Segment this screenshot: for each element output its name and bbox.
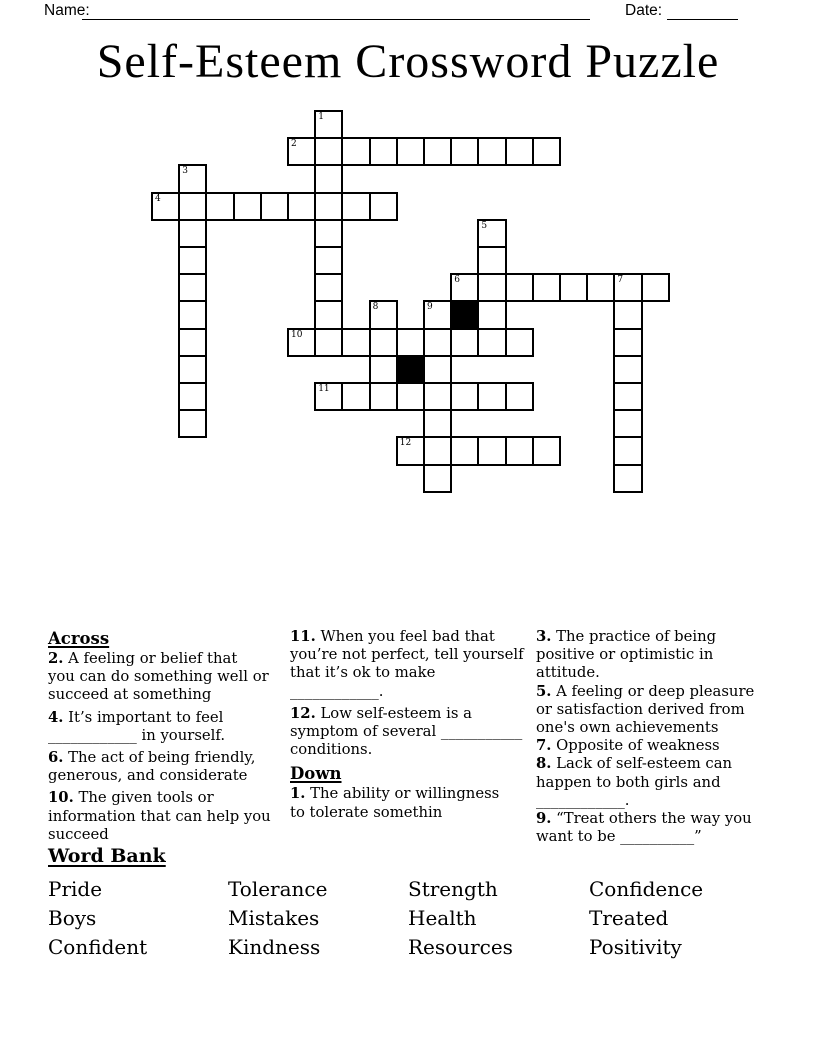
clue-number: 4. — [48, 708, 64, 726]
grid-cell — [396, 137, 425, 166]
grid-cell — [314, 110, 343, 139]
grid-cell — [178, 192, 207, 221]
grid-cell — [314, 382, 343, 411]
clues-column-across — [48, 628, 284, 848]
cell-number: 7 — [617, 275, 624, 286]
clue-line: symptom of several ___________ — [290, 723, 523, 741]
clue-line: succeed at something — [48, 686, 212, 704]
word-bank-word: Treated — [589, 906, 669, 930]
clue-line: 4. It’s important to feel — [48, 708, 224, 726]
cell-number: 2 — [291, 139, 297, 150]
grid-cell — [314, 273, 343, 302]
grid-cell — [505, 273, 534, 302]
grid-cell — [178, 409, 207, 438]
grid-cell — [477, 273, 506, 302]
clue-line: information that can help you — [48, 807, 271, 825]
grid-cell — [641, 273, 670, 302]
grid-cell — [477, 246, 506, 275]
clues-column-down — [536, 628, 774, 846]
grid-cell — [341, 328, 370, 357]
word-bank-word: Resources — [408, 935, 513, 959]
grid-cell — [178, 300, 207, 329]
grid-cell — [396, 328, 425, 357]
grid-cell — [450, 382, 479, 411]
clue-number: 1. — [290, 785, 306, 803]
clue-number: 5. — [536, 682, 552, 700]
clue-line: 10. The given tools or — [48, 789, 214, 807]
cell-number: 11 — [318, 384, 330, 394]
grid-cell — [613, 273, 642, 302]
clue-1 — [290, 785, 520, 821]
grid-cell — [287, 192, 316, 221]
grid-cell — [586, 273, 615, 302]
clue-5 — [536, 683, 774, 738]
clue-number: 7. — [536, 737, 552, 755]
grid-cell — [505, 382, 534, 411]
clue-number: 6. — [48, 749, 64, 767]
grid-cell — [178, 382, 207, 411]
grid-cell — [369, 355, 398, 384]
clue-line: you’re not perfect, tell yourself — [290, 646, 524, 664]
grid-cell — [233, 192, 262, 221]
clue-10 — [48, 789, 284, 844]
clue-number: 2. — [48, 650, 64, 667]
clue-line: positive or optimistic in — [536, 646, 714, 664]
cell-number: 8 — [372, 302, 379, 313]
grid-cell — [178, 273, 207, 302]
grid-cell — [396, 436, 425, 465]
grid-cell — [341, 382, 370, 411]
grid-cell — [178, 164, 207, 193]
clue-12 — [290, 704, 523, 760]
cell-number: 3 — [182, 166, 188, 177]
grid-cell — [450, 137, 479, 166]
date-label: Date: — [625, 2, 663, 19]
clue-line: 5. A feeling or deep pleasure — [536, 682, 755, 700]
clue-3 — [536, 628, 774, 683]
word-bank-word: Mistakes — [228, 906, 320, 930]
grid-cell — [178, 355, 207, 384]
clue-line: conditions. — [290, 741, 373, 759]
cell-number: 12 — [399, 438, 412, 449]
grid-cell — [477, 219, 506, 248]
word-bank-word: Kindness — [228, 935, 321, 959]
grid-cell — [477, 382, 506, 411]
grid-cell — [559, 273, 588, 302]
clue-line: to tolerate somethin — [290, 803, 443, 821]
clue-section-heading-across: Across — [48, 629, 110, 648]
grid-cell — [613, 328, 642, 357]
grid-cell — [423, 137, 452, 166]
grid-cell — [205, 192, 234, 221]
word-bank-word: Pride — [48, 877, 103, 901]
clue-line: 8. Lack of self-esteem can — [536, 755, 733, 773]
clue-number: 3. — [536, 628, 552, 645]
clue-6 — [48, 749, 284, 785]
cell-number: 5 — [481, 220, 488, 231]
grid-cell — [314, 164, 343, 193]
word-bank-word: Tolerance — [228, 877, 328, 901]
clue-7 — [536, 737, 774, 755]
clue-number: 12. — [290, 704, 316, 722]
clue-line: generous, and considerate — [48, 767, 248, 785]
cell-number: 1 — [318, 112, 324, 122]
clue-line: or satisfaction derived from — [536, 700, 745, 718]
clue-number: 10. — [48, 789, 74, 807]
grid-cell — [341, 137, 370, 166]
clue-line: 3. The practice of being — [536, 628, 717, 645]
grid-cell — [151, 192, 180, 221]
clue-line: attitude. — [536, 664, 600, 682]
clue-line: ____________ in yourself. — [48, 726, 226, 744]
clue-4 — [48, 709, 284, 745]
grid-cell — [369, 382, 398, 411]
clue-number: 11. — [290, 628, 316, 645]
grid-cell — [613, 355, 642, 384]
grid-cell — [369, 328, 398, 357]
clue-line: that it’s ok to make — [290, 664, 436, 682]
grid-cell — [423, 355, 452, 384]
clue-line: 6. The act of being friendly, — [48, 749, 256, 767]
date-blank-line — [667, 3, 738, 20]
clue-line: ____________. — [290, 682, 384, 700]
grid-cell — [287, 137, 316, 166]
clues-column-middle — [290, 628, 524, 826]
cell-number: 6 — [454, 275, 460, 286]
word-bank-words — [48, 875, 769, 962]
grid-cell — [341, 192, 370, 221]
clue-line: 12. Low self-esteem is a — [290, 704, 472, 722]
grid-cell — [477, 328, 506, 357]
clue-line: want to be __________” — [536, 828, 702, 846]
clue-8 — [536, 755, 774, 810]
grid-cell — [369, 300, 398, 329]
grid-cell — [613, 300, 642, 329]
grid-cell — [260, 192, 289, 221]
grid-cell — [423, 436, 452, 465]
grid-cell — [423, 409, 452, 438]
word-bank-heading: Word Bank — [48, 845, 166, 867]
clue-line: you can do something well or — [48, 668, 269, 686]
clue-line: 2. A feeling or belief that — [48, 650, 238, 667]
grid-cell — [450, 273, 479, 302]
clue-number: 9. — [536, 810, 552, 828]
grid-cell — [287, 328, 316, 357]
word-bank-word: Boys — [48, 906, 97, 930]
cell-number: 9 — [427, 302, 433, 313]
blocked-cell — [396, 355, 425, 384]
grid-cell — [314, 328, 343, 357]
clue-line: happen to both girls and — [536, 773, 721, 791]
grid-cell — [178, 219, 207, 248]
word-bank — [48, 844, 769, 962]
page-title: Self-Esteem Crossword Puzzle — [96, 35, 720, 88]
grid-cell — [613, 382, 642, 411]
name-blank-line — [82, 3, 590, 20]
grid-cell — [314, 219, 343, 248]
clue-11 — [290, 628, 524, 701]
clue-9 — [536, 810, 774, 846]
grid-cell — [178, 246, 207, 275]
grid-cell — [613, 464, 642, 493]
grid-cell — [314, 246, 343, 275]
grid-cell — [450, 328, 479, 357]
clue-line: 1. The ability or willingness — [290, 785, 500, 803]
blocked-cell — [450, 300, 479, 329]
grid-cell — [613, 436, 642, 465]
grid-cell — [532, 137, 561, 166]
clue-2 — [48, 650, 284, 705]
word-bank-word: Positivity — [589, 935, 682, 959]
clue-section-heading-down: Down — [290, 764, 342, 784]
name-label: Name: — [44, 2, 90, 19]
word-bank-word: Confidence — [589, 877, 704, 901]
clue-number: 8. — [536, 755, 552, 773]
grid-cell — [369, 137, 398, 166]
grid-cell — [396, 382, 425, 411]
grid-cell — [505, 436, 534, 465]
grid-cell — [477, 436, 506, 465]
word-bank-word: Strength — [408, 877, 498, 901]
grid-cell — [532, 436, 561, 465]
grid-cell — [369, 192, 398, 221]
grid-cell — [505, 328, 534, 357]
grid-cell — [423, 382, 452, 411]
grid-cell — [532, 273, 561, 302]
clue-line: one's own achievements — [536, 719, 719, 737]
grid-cell — [314, 137, 343, 166]
grid-cell — [450, 436, 479, 465]
grid-cell — [477, 300, 506, 329]
clue-line: 7. Opposite of weakness — [536, 737, 720, 755]
cell-number: 4 — [155, 193, 161, 204]
grid-cell — [613, 409, 642, 438]
word-bank-word: Health — [408, 906, 477, 930]
clue-line: succeed — [48, 825, 109, 843]
word-bank-word: Confident — [48, 935, 148, 959]
clue-line: ____________. — [536, 791, 630, 809]
grid-cell — [423, 300, 452, 329]
cell-number: 10 — [291, 329, 303, 340]
grid-cell — [477, 137, 506, 166]
grid-cell — [423, 328, 452, 357]
grid-cell — [505, 137, 534, 166]
clue-line: 9. “Treat others the way you — [536, 810, 752, 828]
grid-cell — [314, 300, 343, 329]
grid-cell — [314, 192, 343, 221]
grid-cell — [423, 464, 452, 493]
clue-line: 11. When you feel bad that — [290, 628, 495, 645]
grid-cell — [178, 328, 207, 357]
